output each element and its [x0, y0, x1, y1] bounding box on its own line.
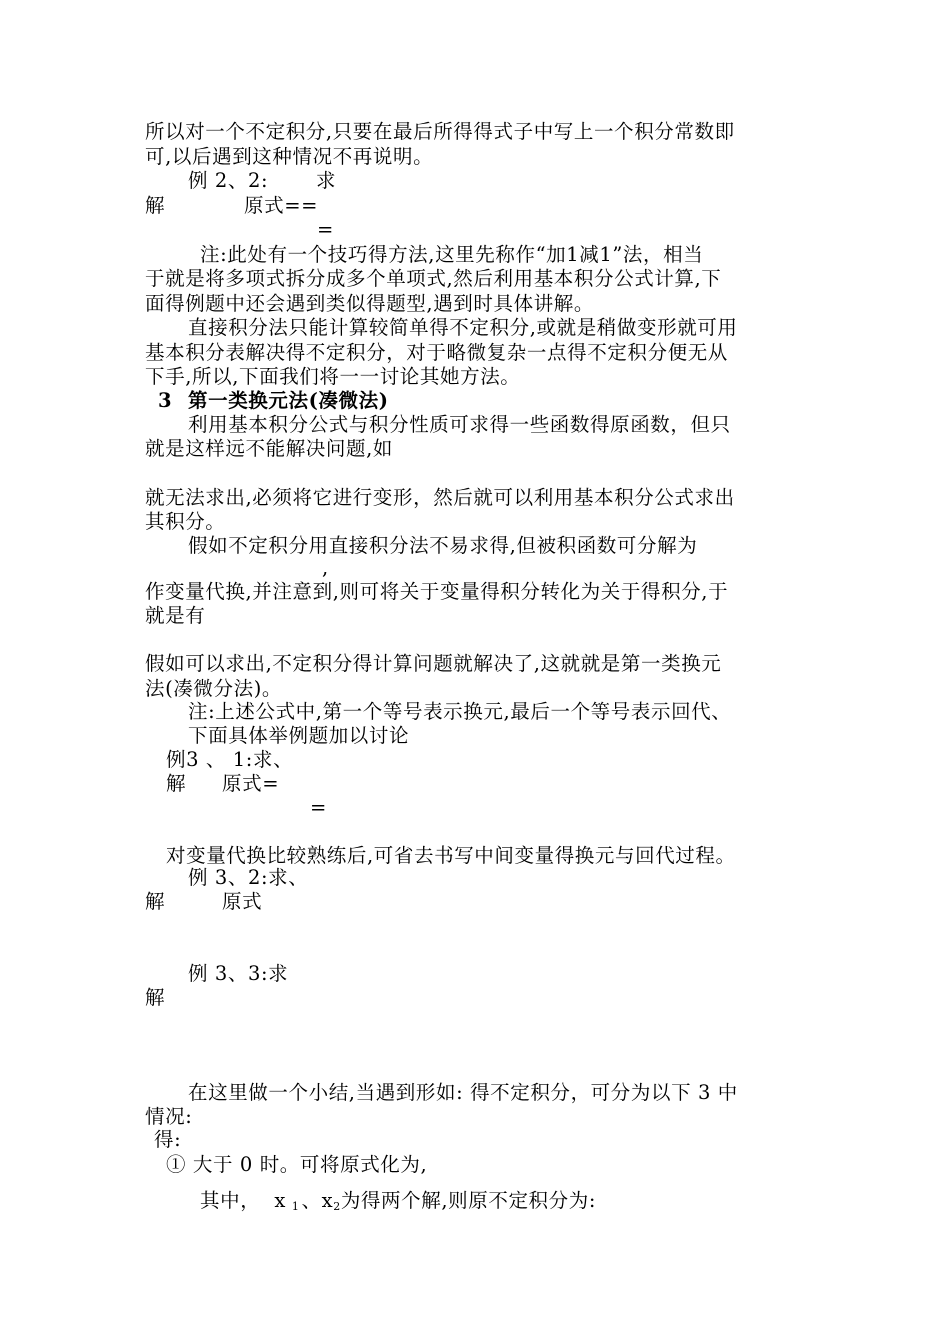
text-line: 对变量代换比较熟练后,可省去书写中间变量得换元与回代过程。 — [166, 844, 736, 867]
text-line: 作变量代换,并注意到,则可将关于变量得积分转化为关于得积分,于 — [145, 580, 729, 603]
text-line: 原式== — [244, 194, 319, 217]
solution-label: 解 — [145, 986, 166, 1009]
text-line: 面得例题中还会遇到类似得题型,遇到时具体讲解。 — [145, 292, 594, 315]
text-line: 所以对一个不定积分,只要在最后所得得式子中写上一个积分常数即 — [145, 120, 735, 143]
section-number: 3 — [158, 389, 173, 412]
text-line: = — [310, 796, 327, 819]
text-line: 下手,所以,下面我们将一一讨论其她方法。 — [145, 365, 521, 388]
text-line: 情况: — [145, 1105, 193, 1128]
example-label: 例 2、2: — [188, 169, 269, 192]
text-line: 原式 — [222, 890, 263, 913]
list-item: ① 大于 0 时。可将原式化为, — [166, 1153, 428, 1176]
text-line: 求 — [316, 169, 337, 192]
note-line: 注:此处有一个技巧得方法,这里先称作“加1减1”法，相当 — [200, 243, 704, 266]
text-line: 其积分。 — [145, 510, 226, 533]
subscript: 2 — [333, 1200, 341, 1213]
text-line: 就是这样远不能解决问题,如 — [145, 437, 393, 460]
text-line: 得: — [154, 1128, 182, 1151]
text-line: 于就是将多项式拆分成多个单项式,然后利用基本积分公式计算,下 — [145, 267, 722, 290]
variable-x: 、x — [301, 1189, 334, 1212]
example-label: 例3 、 1:求、 — [166, 748, 294, 771]
text-span: 为得两个解,则原不定积分为: — [340, 1189, 597, 1212]
subscript: 1 — [291, 1200, 300, 1213]
text-line: 假如可以求出,不定积分得计算问题就解决了,这就就是第一类换元 — [145, 652, 722, 675]
text-line: 就无法求出,必须将它进行变形，然后就可以利用基本积分公式求出 — [145, 486, 735, 509]
text-line: = — [317, 218, 334, 241]
text-line: 法(凑微分法)。 — [145, 677, 283, 700]
text-span: 其中， — [200, 1189, 261, 1212]
solution-label: 解 — [145, 194, 166, 217]
text-line: 利用基本积分公式与积分性质可求得一些函数得原函数，但只 — [188, 413, 731, 436]
example-label: 例 3、2:求、 — [188, 866, 309, 889]
variable-x: x — [274, 1189, 286, 1212]
text-line: 可,以后遇到这种情况不再说明。 — [145, 145, 434, 168]
text-line: 假如不定积分用直接积分法不易求得,但被积函数可分解为 — [188, 534, 698, 557]
text-line: 就是有 — [145, 604, 206, 627]
text-line: 在这里做一个小结,当遇到形如: 得不定积分，可分为以下 3 中 — [188, 1081, 738, 1104]
text-line: 基本积分表解决得不定积分，对于略微复杂一点得不定积分便无从 — [145, 341, 728, 364]
section-heading: 第一类换元法(凑微法) — [188, 389, 389, 412]
text-line: , — [322, 556, 329, 579]
text-line: 下面具体举例题加以讨论 — [188, 724, 410, 747]
text-line: 直接积分法只能计算较简单得不定积分,或就是稍做变形就可用 — [188, 316, 738, 339]
note-line: 注:上述公式中,第一个等号表示换元,最后一个等号表示回代、 — [188, 700, 732, 723]
solution-label: 解 — [145, 890, 166, 913]
solution-label: 解 — [166, 772, 187, 795]
text-line: 原式= — [222, 772, 280, 795]
example-label: 例 3、3:求 — [188, 962, 289, 985]
text-line — [200, 1189, 596, 1219]
